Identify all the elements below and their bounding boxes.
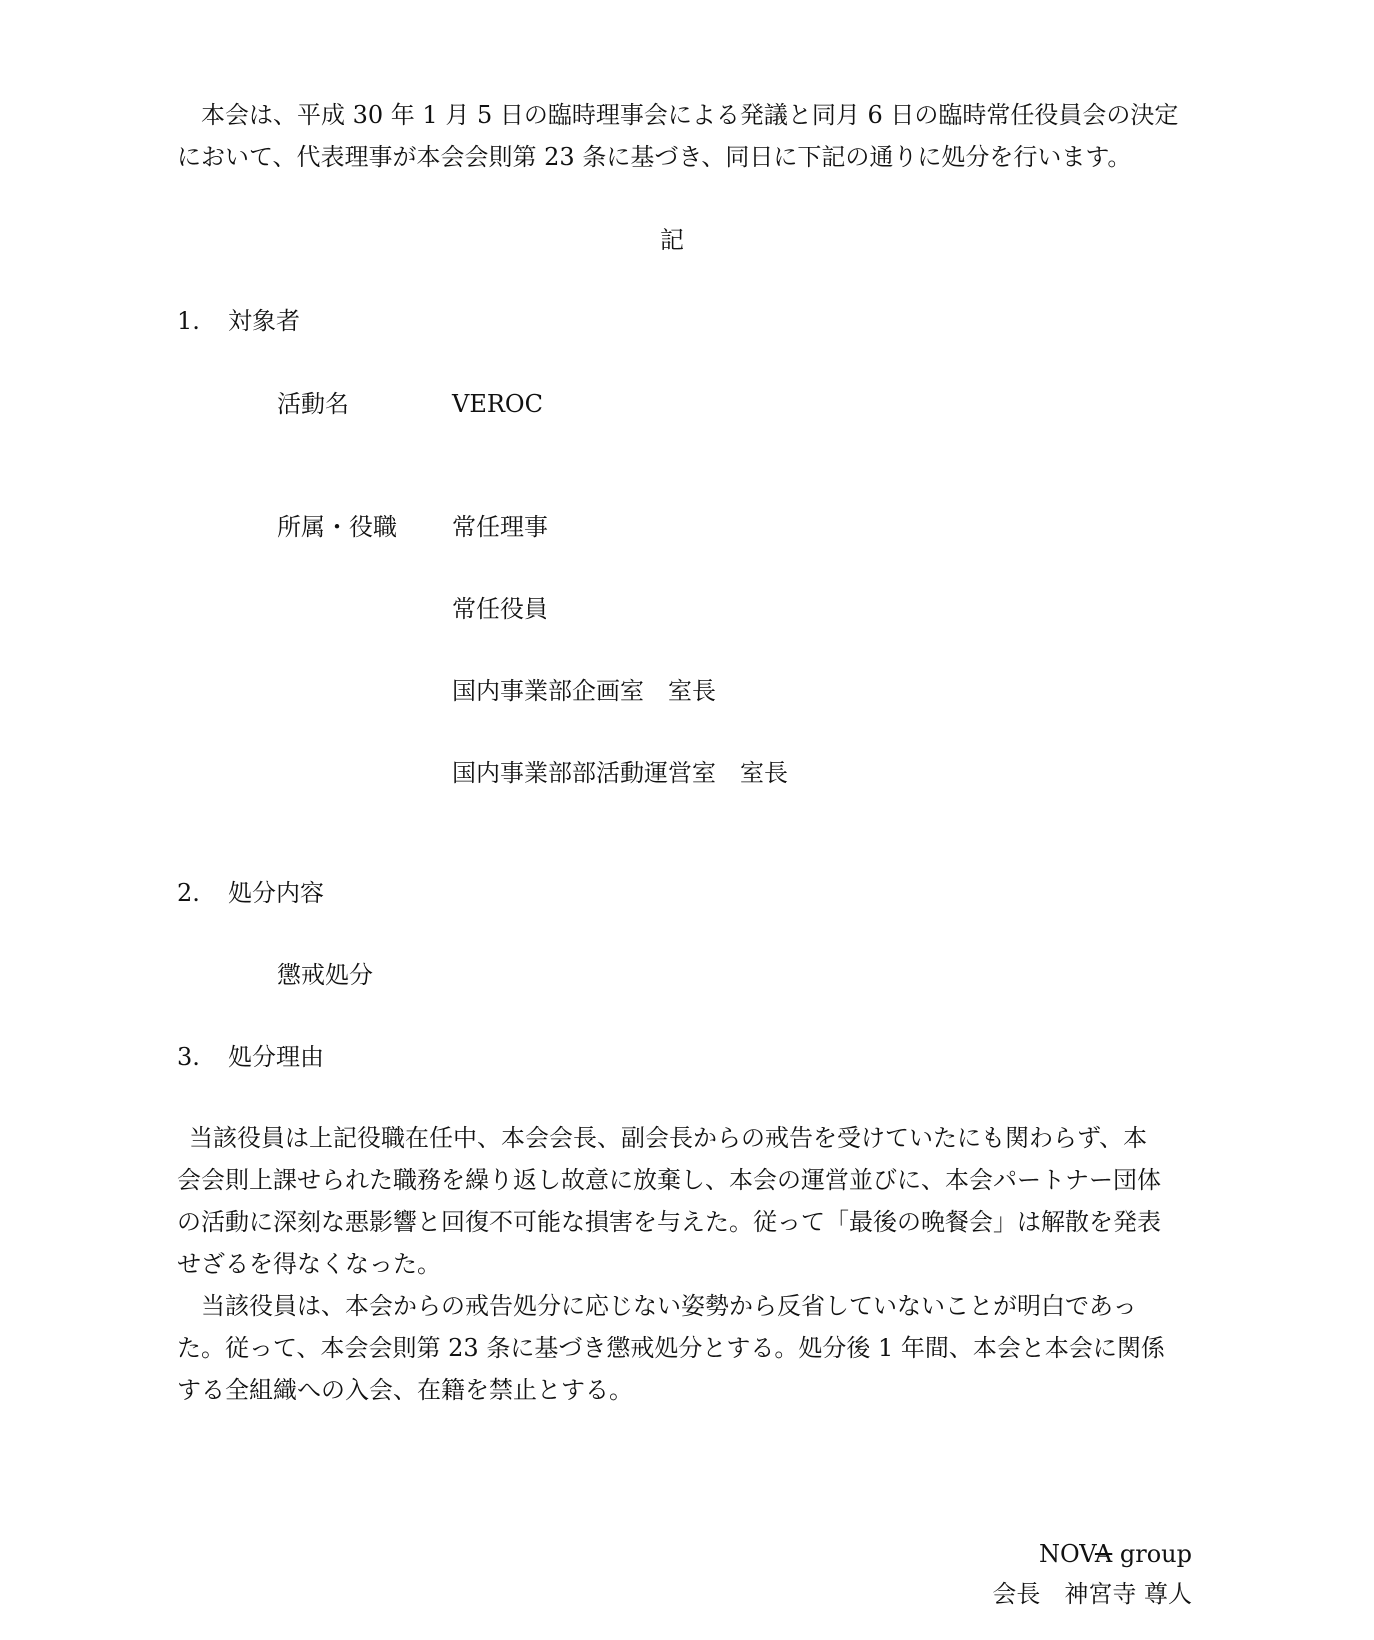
position-item: 常任理事 xyxy=(452,513,548,541)
activity-name-label: 活動名 xyxy=(277,390,349,418)
reason-line: た。従って、本会会則第 23 条に基づき懲戒処分とする。処分後 1 年間、本会と本会に関係 xyxy=(177,1334,1165,1362)
signatory: 会長 神宮寺 尊人 xyxy=(992,1580,1192,1608)
reason-line: せざるを得なくなった。 xyxy=(177,1250,441,1278)
reason-line: する全組織への入会、在籍を禁止とする。 xyxy=(177,1376,633,1404)
reason-paragraph-2 xyxy=(177,1285,1194,1411)
org-suffix: group xyxy=(1112,1540,1192,1568)
section-2-number: 2. xyxy=(177,879,200,907)
section-1-heading: 対象者 xyxy=(228,307,300,335)
org-prefix: NOV xyxy=(1038,1540,1095,1568)
section-2-heading: 処分内容 xyxy=(228,879,324,907)
intro-paragraph xyxy=(177,94,1194,178)
position-item: 国内事業部部活動運営室 室長 xyxy=(452,759,788,787)
reason-paragraph-1 xyxy=(177,1117,1194,1285)
position-item: 国内事業部企画室 室長 xyxy=(452,677,716,705)
reason-line: 当該役員は上記役職在任中、本会会長、副会長からの戒告を受けていたにも関わらず、本 xyxy=(189,1124,1148,1152)
reason-line: 会会則上課せられた職務を繰り返し故意に放棄し、本会の運営並びに、本会パートナー団体 xyxy=(177,1166,1161,1194)
disposition-content: 懲戒処分 xyxy=(277,961,373,989)
organization-name xyxy=(1039,1538,1192,1570)
reason-line: 当該役員は、本会からの戒告処分に応じない姿勢から反省していないことが明白であっ xyxy=(201,1292,1137,1320)
section-3-heading: 処分理由 xyxy=(228,1043,324,1071)
activity-name-value: VEROC xyxy=(452,390,543,418)
section-1-number: 1. xyxy=(177,307,200,335)
position-item: 常任役員 xyxy=(452,595,548,623)
ki-heading: 記 xyxy=(660,226,684,254)
org-styled-letter: A xyxy=(1094,1540,1113,1568)
intro-line-1: 本会は、平成 30 年 1 月 5 日の臨時理事会による発議と同月 6 日の臨時常任役員会の決定 xyxy=(201,101,1179,129)
section-3-number: 3. xyxy=(177,1043,200,1071)
intro-line-2: において、代表理事が本会会則第 23 条に基づき、同日に下記の通りに処分を行います。 xyxy=(177,143,1132,171)
reason-line: の活動に深刻な悪影響と回復不可能な損害を与えた。従って「最後の晩餐会」は解散を発表 xyxy=(177,1208,1161,1236)
position-label: 所属・役職 xyxy=(277,513,397,541)
